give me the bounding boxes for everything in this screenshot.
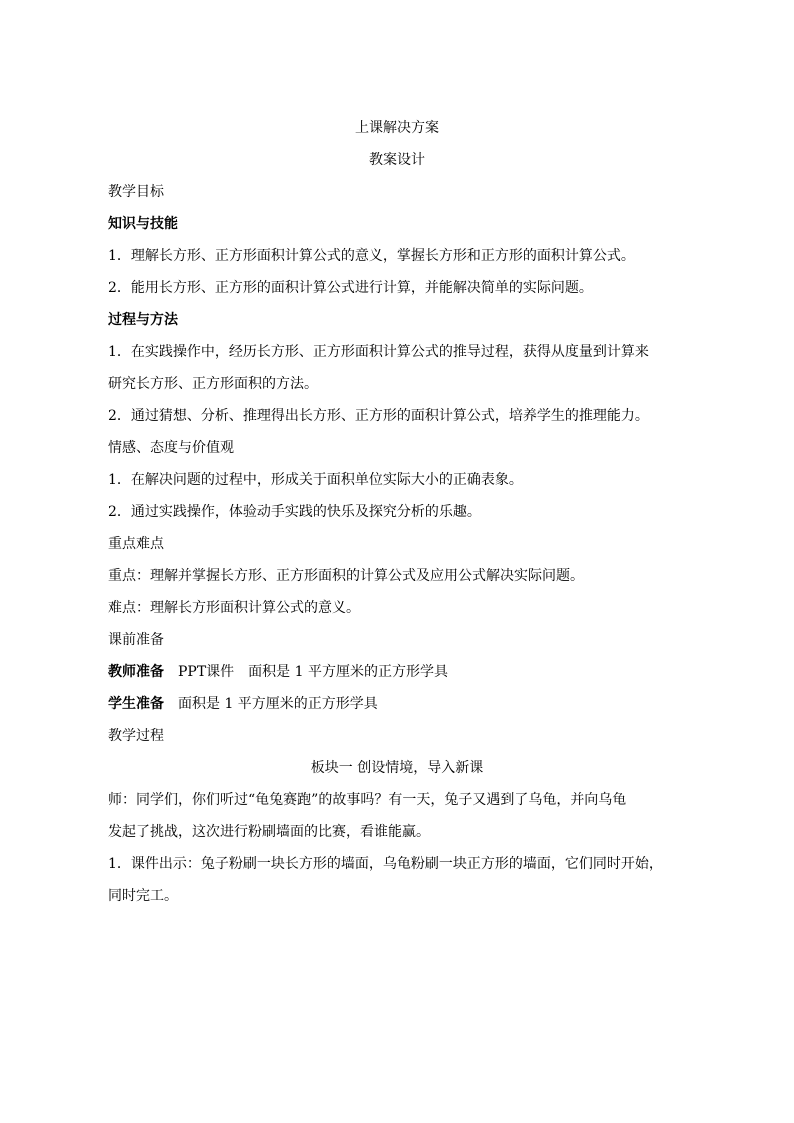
process-methods-heading: 过程与方法 [108, 312, 178, 328]
emotion-values-heading: 情感、态度与价值观 [108, 440, 234, 456]
knowledge-item-2: 2．能用长方形、正方形的面积计算公式进行计算，并能解决简单的实际问题。 [108, 280, 593, 296]
key-point-difficulty: 难点：理解长方形面积计算公式的意义。 [108, 600, 360, 616]
paragraph-1-line-1: 师：同学们，你们听过“龟兔赛跑”的故事吗？有一天，兔子又遇到了乌龟，并向乌龟 [108, 792, 627, 808]
paragraph-1-line-2: 发起了挑战，这次进行粉刷墙面的比赛，看谁能赢。 [108, 824, 430, 840]
key-points-heading: 重点难点 [108, 536, 164, 552]
document-subtitle: 教案设计 [369, 152, 425, 168]
section-title: 板块一 创设情境，导入新课 [310, 760, 484, 776]
process-item-1-line-1: 1．在实践操作中，经历长方形、正方形面积计算公式的推导过程，获得从度量到计算来 [108, 344, 649, 360]
teacher-preparation [108, 662, 728, 682]
preparation-heading: 课前准备 [108, 632, 164, 648]
emotion-item-2: 2．通过实践操作，体验动手实践的快乐及探究分析的乐趣。 [108, 504, 481, 520]
paragraph-2-line-1: 1．课件出示：兔子粉刷一块长方形的墙面，乌龟粉刷一块正方形的墙面，它们同时开始， [108, 856, 663, 872]
teacher-preparation-items: PPT课件 面积是 1 平方厘米的正方形学具 [178, 664, 448, 680]
key-point-focus: 重点：理解并掌握长方形、正方形面积的计算公式及应用公式解决实际问题。 [108, 568, 584, 584]
document-title: 上课解决方案 [355, 120, 439, 136]
student-preparation-label: 学生准备 [108, 696, 164, 712]
teacher-preparation-label: 教师准备 [108, 664, 164, 680]
student-preparation [108, 694, 728, 714]
process-item-2: 2．通过猜想、分析、推理得出长方形、正方形的面积计算公式，培养学生的推理能力。 [108, 408, 649, 424]
process-item-1-line-2: 研究长方形、正方形面积的方法。 [108, 376, 318, 392]
emotion-item-1: 1．在解决问题的过程中，形成关于面积单位实际大小的正确表象。 [108, 472, 523, 488]
knowledge-item-1: 1．理解长方形、正方形面积计算公式的意义，掌握长方形和正方形的面积计算公式。 [108, 248, 635, 264]
student-preparation-items: 面积是 1 平方厘米的正方形学具 [178, 696, 378, 712]
paragraph-2-line-2: 同时完工。 [108, 888, 178, 904]
teaching-process-heading: 教学过程 [108, 728, 164, 744]
teaching-goals-heading: 教学目标 [108, 184, 164, 200]
knowledge-skills-heading: 知识与技能 [108, 216, 178, 232]
